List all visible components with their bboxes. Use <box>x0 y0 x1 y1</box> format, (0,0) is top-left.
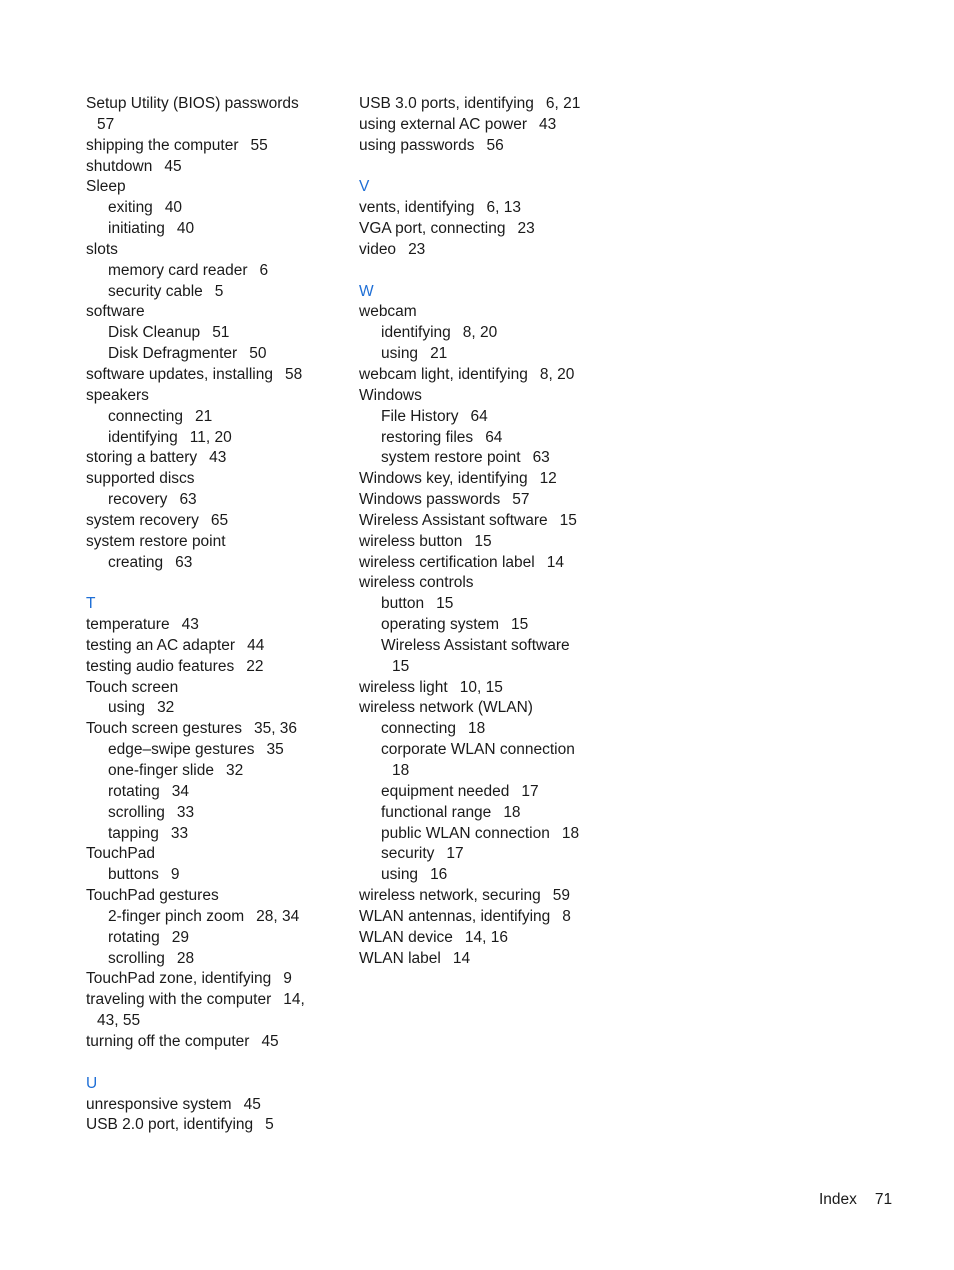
index-page-ref: 17 <box>521 782 539 800</box>
index-page-ref: 58 <box>284 365 303 383</box>
index-term: 57 <box>97 115 115 133</box>
index-subentry <box>86 261 336 282</box>
index-term: Wireless Assistant software <box>381 636 570 654</box>
index-subentry <box>86 698 336 719</box>
index-term: security cable <box>108 282 203 300</box>
index-term: corporate WLAN connection <box>381 741 575 759</box>
index-entry <box>86 302 336 323</box>
index-term: TouchPad zone, identifying <box>86 970 272 988</box>
index-subentry <box>359 323 619 344</box>
index-page-ref: 17 <box>446 845 464 863</box>
index-page-ref: 23 <box>408 240 426 258</box>
index-entry <box>86 615 336 636</box>
index-entry <box>86 448 336 469</box>
index-term: using <box>381 345 419 363</box>
index-page-ref: 15 <box>436 595 454 613</box>
index-page-ref: 21 <box>194 407 213 425</box>
index-entry <box>359 553 619 574</box>
index-page-ref: 43 <box>209 449 227 467</box>
index-page-ref: 45 <box>243 1095 261 1113</box>
index-entry <box>86 386 336 407</box>
index-term: Touch screen <box>86 678 179 696</box>
index-term: TouchPad <box>86 845 155 863</box>
index-subentry <box>86 407 336 428</box>
index-term: Sleep <box>86 178 126 196</box>
index-term: Wireless Assistant software <box>359 511 548 529</box>
index-term: functional range <box>381 803 492 821</box>
index-term: operating system <box>381 616 500 634</box>
index-term: shutdown <box>86 157 153 175</box>
section-gap <box>86 573 336 594</box>
index-entry <box>359 240 619 261</box>
index-term: 43, 55 <box>97 1012 141 1030</box>
index-page-ref: 9 <box>170 866 180 884</box>
index-column-right <box>359 94 619 969</box>
index-term: using external AC power <box>359 115 528 133</box>
index-term: WLAN device <box>359 928 453 946</box>
index-entry <box>359 928 619 949</box>
index-page-ref: 22 <box>246 657 264 675</box>
index-term: Disk Defragmenter <box>108 345 238 363</box>
index-term: USB 2.0 port, identifying <box>86 1116 254 1134</box>
index-entry <box>86 240 336 261</box>
index-subentry <box>86 824 336 845</box>
index-entry <box>359 907 619 928</box>
index-entry <box>359 678 619 699</box>
index-subentry <box>86 344 336 365</box>
index-subentry <box>359 719 619 740</box>
index-page-ref: 12 <box>539 470 557 488</box>
index-page-ref: 59 <box>552 887 571 905</box>
index-entry <box>86 990 336 1011</box>
index-page-ref: 33 <box>170 824 189 842</box>
index-page-ref: 51 <box>212 324 230 342</box>
index-subentry <box>359 844 619 865</box>
index-page-ref: 65 <box>210 511 229 529</box>
index-term: using <box>381 866 419 884</box>
footer-page-number: 71 <box>874 1191 893 1208</box>
index-page-ref: 16 <box>430 866 448 884</box>
index-subentry <box>86 803 336 824</box>
index-term: USB 3.0 ports, identifying <box>359 95 534 112</box>
index-page-ref: 5 <box>265 1116 274 1134</box>
section-gap <box>359 261 619 282</box>
index-term: File History <box>381 407 459 425</box>
index-subentry <box>86 865 336 886</box>
index-entry <box>359 469 619 490</box>
index-term: connecting <box>381 720 456 738</box>
index-term: shipping the computer <box>86 136 239 154</box>
index-term: wireless light <box>359 678 448 696</box>
index-page-ref: 32 <box>225 762 244 779</box>
page-footer <box>819 1190 892 1210</box>
index-term: system restore point <box>86 532 226 550</box>
index-entry <box>359 386 619 407</box>
index-term: one-finger slide <box>108 762 214 779</box>
index-subentry <box>359 407 619 428</box>
index-term: vents, identifying <box>359 199 475 217</box>
index-subentry <box>359 824 619 845</box>
index-entry <box>359 573 619 594</box>
index-term: identifying <box>108 428 178 446</box>
index-entry <box>359 302 619 323</box>
index-page-ref: 44 <box>247 636 265 654</box>
index-subentry <box>359 740 619 761</box>
index-page-ref: 63 <box>532 449 550 467</box>
index-term: restoring files <box>381 428 474 446</box>
index-page-ref: 28, 34 <box>256 907 300 925</box>
index-page-ref: 56 <box>486 136 504 154</box>
section-letter: V <box>359 178 370 196</box>
index-term: initiating <box>108 220 165 238</box>
index-page-ref: 55 <box>250 136 268 154</box>
index-term: public WLAN connection <box>381 824 550 842</box>
index-subentry <box>86 761 336 782</box>
index-term: supported discs <box>86 470 195 488</box>
index-term: webcam <box>359 303 417 321</box>
index-term: buttons <box>108 866 159 884</box>
index-term: wireless network, securing <box>359 887 541 905</box>
index-term: edge–swipe gestures <box>108 741 255 759</box>
index-subentry <box>359 865 619 886</box>
index-page-ref: 15 <box>559 511 577 529</box>
index-subentry <box>359 448 619 469</box>
index-column-left <box>86 94 336 1136</box>
index-term: system recovery <box>86 511 199 529</box>
index-term: slots <box>86 240 118 258</box>
index-term: Touch screen gestures <box>86 720 242 738</box>
index-term: security <box>381 845 435 863</box>
index-entry <box>86 94 336 115</box>
index-entry <box>359 532 619 553</box>
index-page-ref: 8 <box>562 907 571 925</box>
index-page-ref: 35, 36 <box>253 720 298 738</box>
index-term: video <box>359 240 397 258</box>
index-page-ref: 64 <box>470 407 488 425</box>
index-page-ref: 15 <box>474 532 492 550</box>
index-page-ref: 8, 20 <box>462 324 498 342</box>
index-entry <box>86 469 336 490</box>
footer-label: Index <box>819 1191 857 1208</box>
index-page-ref: 40 <box>176 220 195 238</box>
index-entry <box>359 698 619 719</box>
index-page-ref: 23 <box>517 220 535 238</box>
index-subentry <box>359 636 619 657</box>
index-subentry <box>86 949 336 970</box>
index-term: 2-finger pinch zoom <box>108 907 245 925</box>
index-page-ref: 29 <box>171 928 189 946</box>
index-page-ref: 43 <box>539 115 557 133</box>
index-term: equipment needed <box>381 782 510 800</box>
index-term: scrolling <box>108 949 165 967</box>
index-page-ref: 63 <box>175 553 193 571</box>
index-term: webcam light, identifying <box>359 365 528 383</box>
index-term: wireless button <box>359 532 463 550</box>
index-term: 18 <box>392 762 410 779</box>
index-entry <box>86 115 336 136</box>
index-subentry <box>359 594 619 615</box>
index-page-ref: 6, 21 <box>545 95 581 112</box>
index-entry <box>359 886 619 907</box>
index-entry <box>359 198 619 219</box>
index-subentry <box>359 782 619 803</box>
index-term: rotating <box>108 928 160 946</box>
index-term: system restore point <box>381 449 521 467</box>
index-subentry <box>86 323 336 344</box>
index-term: using <box>108 699 146 717</box>
index-term: Disk Cleanup <box>108 324 201 342</box>
index-entry <box>86 657 336 678</box>
index-entry <box>86 157 336 178</box>
index-entry <box>86 1011 336 1032</box>
index-term: WLAN label <box>359 949 441 967</box>
index-subentry <box>359 657 619 678</box>
index-page-ref: 18 <box>561 824 580 842</box>
index-term: Windows key, identifying <box>359 470 528 488</box>
index-entry <box>359 219 619 240</box>
section-gap <box>86 1053 336 1074</box>
index-term: creating <box>108 553 164 571</box>
index-subentry <box>86 282 336 303</box>
index-subentry <box>359 615 619 636</box>
index-entry <box>359 115 619 136</box>
index-term: temperature <box>86 616 170 634</box>
index-term: TouchPad gestures <box>86 887 219 905</box>
index-term: speakers <box>86 386 149 404</box>
index-subentry <box>359 428 619 449</box>
index-term: identifying <box>381 324 451 342</box>
index-page-ref: 45 <box>164 157 182 175</box>
index-subentry <box>359 761 619 782</box>
index-entry <box>86 511 336 532</box>
index-term: wireless network (WLAN) <box>359 699 533 717</box>
index-subentry <box>86 782 336 803</box>
index-entry <box>359 511 619 532</box>
index-page-ref: 8, 20 <box>539 365 575 383</box>
index-page-ref: 14 <box>452 949 471 967</box>
index-term: software updates, installing <box>86 365 273 383</box>
index-term: button <box>381 595 425 613</box>
index-page-ref: 6, 13 <box>486 199 521 217</box>
index-term: testing an AC adapter <box>86 636 236 654</box>
index-term: testing audio features <box>86 657 235 675</box>
index-term: Windows passwords <box>359 491 501 509</box>
index-page-ref: 18 <box>503 803 521 821</box>
index-term: scrolling <box>108 803 165 821</box>
index-term: storing a battery <box>86 449 198 467</box>
index-page-ref: 28 <box>176 949 195 967</box>
index-page-ref: 14 <box>546 553 564 571</box>
index-page-ref: 10, 15 <box>459 678 503 696</box>
section-gap <box>359 157 619 178</box>
index-entry <box>86 719 336 740</box>
index-term: connecting <box>108 407 183 425</box>
index-term: 15 <box>392 657 410 675</box>
index-subentry <box>86 740 336 761</box>
index-term: turning off the computer <box>86 1032 250 1050</box>
index-page-ref: 57 <box>512 491 530 509</box>
index-page-ref: 34 <box>171 782 189 800</box>
index-page-ref: 33 <box>176 803 195 821</box>
index-entry <box>86 532 336 553</box>
index-entry <box>359 949 619 970</box>
index-term: traveling with the computer <box>86 991 272 1009</box>
index-term: rotating <box>108 782 160 800</box>
index-subentry <box>86 907 336 928</box>
index-page-ref: 18 <box>467 720 486 738</box>
index-page-ref: 14, <box>283 991 305 1009</box>
index-entry <box>86 636 336 657</box>
section-letter: U <box>86 1074 98 1092</box>
index-entry <box>86 1095 336 1116</box>
index-term: unresponsive system <box>86 1095 232 1113</box>
index-term: wireless controls <box>359 574 474 592</box>
index-subentry <box>359 803 619 824</box>
index-term: tapping <box>108 824 159 842</box>
index-term: software <box>86 303 145 321</box>
index-page-ref: 45 <box>261 1032 279 1050</box>
index-term: WLAN antennas, identifying <box>359 907 551 925</box>
index-entry <box>359 136 619 157</box>
index-entry <box>86 365 336 386</box>
index-page-ref: 63 <box>179 491 197 509</box>
index-entry <box>86 136 336 157</box>
index-entry <box>86 1032 336 1053</box>
index-page-ref: 32 <box>157 699 175 717</box>
index-page-ref: 5 <box>214 282 224 300</box>
index-entry <box>86 844 336 865</box>
section-letter: W <box>359 282 374 300</box>
index-page-ref: 6 <box>259 261 269 279</box>
index-subentry <box>86 198 336 219</box>
index-term: Setup Utility (BIOS) passwords <box>86 95 299 112</box>
index-subentry <box>86 553 336 574</box>
index-page-ref: 64 <box>485 428 503 446</box>
index-subentry <box>86 428 336 449</box>
index-term: VGA port, connecting <box>359 220 506 238</box>
index-page-ref: 11, 20 <box>189 428 232 446</box>
index-page-ref: 50 <box>249 345 267 363</box>
index-term: recovery <box>108 491 168 509</box>
index-subentry <box>86 490 336 511</box>
index-entry <box>86 886 336 907</box>
index-page-ref: 35 <box>266 741 284 759</box>
index-term: memory card reader <box>108 261 248 279</box>
index-term: wireless certification label <box>359 553 535 571</box>
index-page-ref: 9 <box>283 970 292 988</box>
index-subentry <box>86 219 336 240</box>
section-letter: T <box>86 595 96 613</box>
index-page-ref: 43 <box>181 616 199 634</box>
index-page-ref: 21 <box>430 345 448 363</box>
index-page-ref: 14, 16 <box>464 928 509 946</box>
index-entry <box>86 1115 336 1136</box>
index-entry <box>359 490 619 511</box>
index-entry <box>359 365 619 386</box>
index-entry <box>86 678 336 699</box>
index-entry <box>86 177 336 198</box>
index-subentry <box>359 344 619 365</box>
index-entry <box>359 94 619 115</box>
index-page-ref: 15 <box>511 616 529 634</box>
index-term: Windows <box>359 386 422 404</box>
index-entry <box>86 969 336 990</box>
index-term: exiting <box>108 199 153 217</box>
index-subentry <box>86 928 336 949</box>
index-page-ref: 40 <box>164 199 183 217</box>
index-term: using passwords <box>359 136 475 154</box>
